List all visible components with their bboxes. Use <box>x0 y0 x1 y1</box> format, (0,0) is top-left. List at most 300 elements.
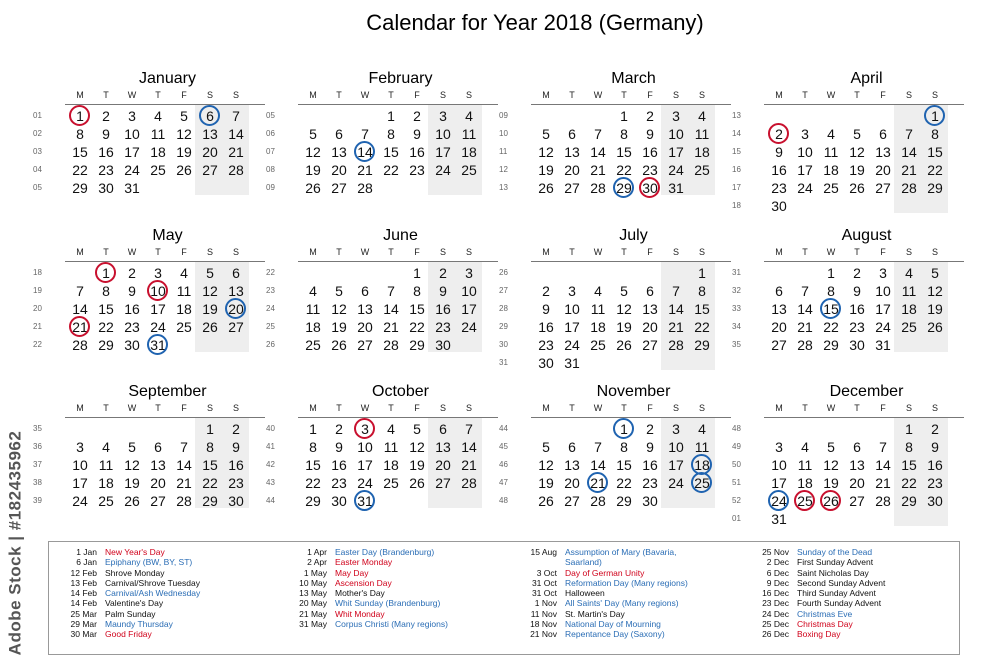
holiday-name: New Year's Day <box>105 547 165 557</box>
weekday-header <box>764 247 964 262</box>
day-cell: 25 <box>461 162 477 178</box>
day-cell: 30 <box>435 337 451 353</box>
day-cell: 20 <box>771 319 787 335</box>
day-cell: 26 <box>331 337 347 353</box>
holiday-name: Repentance Day (Saxony) <box>565 629 665 640</box>
day-cell: 10 <box>771 457 787 473</box>
day-cell: 15 <box>694 301 710 317</box>
week-number: 33 <box>732 304 741 313</box>
day-cell: 20 <box>849 475 865 491</box>
holiday-row <box>517 609 752 619</box>
week-number: 45 <box>499 442 508 451</box>
weekday-label: F <box>181 403 187 413</box>
holiday-date: 29 Mar <box>70 619 97 630</box>
holiday-row <box>287 588 522 598</box>
day-cell: 12 <box>409 439 425 455</box>
day-cell: 29 <box>202 493 218 509</box>
day-cell: 8 <box>931 126 939 142</box>
holiday-date: 2 Apr <box>307 557 327 568</box>
weekday-label: S <box>905 403 912 413</box>
day-cell: 16 <box>771 162 787 178</box>
holiday-date: 3 Oct <box>536 567 557 578</box>
day-cell: 26 <box>176 162 192 178</box>
weekday-label: F <box>181 247 187 257</box>
day-cell: 7 <box>905 126 913 142</box>
day-cell: 14 <box>72 301 88 317</box>
weekday-label: M <box>76 247 84 257</box>
day-cell: 28 <box>901 180 917 196</box>
weekday-label: T <box>103 247 109 257</box>
holiday-name: Christmas Eve <box>797 608 853 619</box>
weekday-label: F <box>880 403 886 413</box>
day-cell: 7 <box>387 283 395 299</box>
holiday-row <box>749 557 984 567</box>
holiday-date: 18 Nov <box>530 619 557 630</box>
holiday-row <box>57 629 292 639</box>
weekday-label: T <box>336 403 342 413</box>
day-cell: 8 <box>309 439 317 455</box>
day-cell: 19 <box>124 475 140 491</box>
holiday-row <box>517 629 752 639</box>
day-cell: 22 <box>616 162 632 178</box>
holiday-name: Boxing Day <box>797 629 841 640</box>
day-cell: 14 <box>668 301 684 317</box>
day-cell: 22 <box>202 475 218 491</box>
day-cell: 28 <box>383 337 399 353</box>
month-name: October <box>372 383 429 400</box>
day-cell: 16 <box>927 457 943 473</box>
day-cell: 4 <box>154 108 162 124</box>
day-cell: 23 <box>771 180 787 196</box>
week-number: 25 <box>266 322 275 331</box>
day-cell: 23 <box>228 475 244 491</box>
weekday-label: F <box>647 247 653 257</box>
day-cell: 24 <box>564 337 580 353</box>
day-cell: 22 <box>305 475 321 491</box>
holiday-date: 1 Nov <box>534 598 557 609</box>
day-cell: 8 <box>413 283 421 299</box>
month-september <box>33 383 265 533</box>
day-cell: 1 <box>620 108 628 124</box>
day-cell: 4 <box>465 108 473 124</box>
day-cell: 24 <box>150 319 166 335</box>
holiday-row <box>57 568 292 578</box>
day-cell: 24 <box>357 475 373 491</box>
day-cell: 26 <box>305 180 321 196</box>
day-cell: 24 <box>797 180 813 196</box>
holiday-row <box>287 557 522 567</box>
day-cell: 23 <box>849 319 865 335</box>
day-cell: 29 <box>611 179 637 197</box>
day-cell: 26 <box>818 492 844 510</box>
day-cell: 14 <box>590 144 606 160</box>
day-cell: 14 <box>228 126 244 142</box>
day-cell: 30 <box>771 198 787 214</box>
weekday-label: M <box>76 90 84 100</box>
day-cell: 14 <box>901 144 917 160</box>
weekday-header <box>764 403 964 418</box>
day-cell: 7 <box>361 126 369 142</box>
day-cell: 5 <box>128 439 136 455</box>
weekday-label: S <box>465 247 472 257</box>
holiday-row <box>517 619 752 629</box>
day-cell: 7 <box>879 439 887 455</box>
day-cell: 22 <box>98 319 114 335</box>
holiday-row <box>517 547 752 557</box>
day-cell: 17 <box>461 301 477 317</box>
day-cell: 4 <box>102 439 110 455</box>
weekday-label: T <box>569 90 575 100</box>
weekday-label: W <box>593 403 603 413</box>
weekday-label: F <box>647 403 653 413</box>
day-cell: 4 <box>180 265 188 281</box>
day-cell: 21 <box>228 144 244 160</box>
holiday-date: 21 Nov <box>530 629 557 640</box>
day-cell: 9 <box>128 283 136 299</box>
day-cell: 28 <box>590 493 606 509</box>
holiday-name: Saarland) <box>565 557 602 568</box>
day-cell: 31 <box>771 511 787 527</box>
day-cell: 16 <box>331 457 347 473</box>
day-cell: 5 <box>827 439 835 455</box>
weekday-label: M <box>775 90 783 100</box>
day-cell: 10 <box>357 439 373 455</box>
holiday-row <box>287 598 522 608</box>
day-cell: 18 <box>305 319 321 335</box>
month-name: December <box>829 383 904 400</box>
weekday-label: T <box>388 90 394 100</box>
holiday-name: St. Martin's Day <box>565 608 625 619</box>
day-cell: 27 <box>435 475 451 491</box>
day-cell: 25 <box>901 319 917 335</box>
holiday-row <box>517 598 752 608</box>
day-cell: 17 <box>797 162 813 178</box>
day-cell: 10 <box>668 126 684 142</box>
week-number: 51 <box>732 478 741 487</box>
holiday-date: 9 Dec <box>766 577 789 588</box>
day-cell: 13 <box>564 144 580 160</box>
week-number: 13 <box>732 111 741 120</box>
weekday-label: T <box>569 247 575 257</box>
day-cell: 27 <box>228 319 244 335</box>
holiday-row <box>749 588 984 598</box>
week-number: 42 <box>266 460 275 469</box>
day-cell: 18 <box>797 475 813 491</box>
week-number: 01 <box>33 111 42 120</box>
day-cell: 21 <box>461 457 477 473</box>
weekday-label: S <box>698 403 705 413</box>
holiday-name: All Saints' Day (Many regions) <box>565 598 679 609</box>
holiday-name: Assumption of Mary (Bavaria, <box>565 547 677 557</box>
day-cell: 22 <box>823 319 839 335</box>
day-cell: 11 <box>823 144 839 160</box>
day-cell: 11 <box>150 126 166 142</box>
day-cell: 8 <box>76 126 84 142</box>
weekday-label: T <box>103 403 109 413</box>
day-cell: 9 <box>646 439 654 455</box>
week-number: 04 <box>33 165 42 174</box>
day-cell: 4 <box>698 108 706 124</box>
day-cell: 1 <box>413 265 421 281</box>
day-cell: 6 <box>154 439 162 455</box>
day-cell: 20 <box>564 162 580 178</box>
weekday-label: W <box>127 90 137 100</box>
holiday-row <box>749 629 984 639</box>
holiday-name: Ascension Day <box>335 577 392 588</box>
holiday-date: 31 Oct <box>531 588 557 599</box>
week-number: 26 <box>266 340 275 349</box>
holiday-row <box>517 578 752 588</box>
day-cell: 2 <box>335 421 343 437</box>
day-cell: 4 <box>698 421 706 437</box>
weekday-label: T <box>854 403 860 413</box>
day-cell: 27 <box>875 180 891 196</box>
holiday-name: Shrove Monday <box>105 567 165 578</box>
week-number: 21 <box>33 322 42 331</box>
day-cell: 17 <box>668 457 684 473</box>
day-cell: 31 <box>352 492 378 510</box>
week-number: 31 <box>499 358 508 367</box>
weekday-label: S <box>698 90 705 100</box>
holiday-name: Whit Sunday (Brandenburg) <box>335 598 441 609</box>
day-cell: 25 <box>590 337 606 353</box>
day-cell: 8 <box>620 439 628 455</box>
holiday-date: 13 May <box>299 588 327 599</box>
weekday-label: F <box>414 403 420 413</box>
weekday-label: S <box>232 90 239 100</box>
holiday-name: Christmas Day <box>797 619 853 630</box>
day-cell: 1 <box>611 420 637 438</box>
day-cell: 28 <box>357 180 373 196</box>
day-cell: 12 <box>538 144 554 160</box>
day-cell: 9 <box>232 439 240 455</box>
weekday-label: S <box>439 247 446 257</box>
day-cell: 18 <box>98 475 114 491</box>
day-cell: 24 <box>124 162 140 178</box>
holiday-row <box>287 609 522 619</box>
day-cell: 17 <box>875 301 891 317</box>
day-cell: 27 <box>564 493 580 509</box>
day-cell: 11 <box>797 457 813 473</box>
holiday-name: Valentine's Day <box>105 598 164 609</box>
day-cell: 19 <box>823 475 839 491</box>
month-april <box>732 70 964 220</box>
day-cell: 17 <box>150 301 166 317</box>
day-cell: 13 <box>331 144 347 160</box>
day-cell: 12 <box>538 457 554 473</box>
day-cell: 1 <box>922 107 948 125</box>
day-cell: 20 <box>642 319 658 335</box>
day-cell: 13 <box>642 301 658 317</box>
day-cell: 30 <box>849 337 865 353</box>
weekday-label: T <box>802 247 808 257</box>
weekday-label: F <box>181 90 187 100</box>
week-number: 48 <box>499 496 508 505</box>
week-number: 08 <box>266 165 275 174</box>
day-cell: 18 <box>590 319 606 335</box>
weekday-label: T <box>621 403 627 413</box>
day-cell: 28 <box>875 493 891 509</box>
day-cell: 2 <box>646 108 654 124</box>
day-cell: 22 <box>616 475 632 491</box>
week-number: 50 <box>732 460 741 469</box>
holiday-row <box>287 547 522 557</box>
day-cell: 26 <box>538 493 554 509</box>
month-october <box>266 383 498 533</box>
day-cell: 24 <box>668 475 684 491</box>
weekday-label: W <box>826 90 836 100</box>
weekday-label: M <box>542 403 550 413</box>
weekday-label: S <box>206 403 213 413</box>
day-cell: 18 <box>383 457 399 473</box>
holiday-date: 1 May <box>303 567 327 578</box>
holiday-name: Maundy Thursday <box>105 619 173 630</box>
week-number: 30 <box>499 340 508 349</box>
day-cell: 20 <box>875 162 891 178</box>
day-cell: 22 <box>409 319 425 335</box>
holiday-row <box>749 619 984 629</box>
day-cell: 21 <box>875 475 891 491</box>
day-cell: 9 <box>439 283 447 299</box>
holiday-date: 24 Dec <box>762 608 789 619</box>
holiday-row <box>749 609 984 619</box>
day-cell: 6 <box>775 283 783 299</box>
weekday-label: S <box>439 90 446 100</box>
day-cell: 29 <box>927 180 943 196</box>
day-cell: 25 <box>792 492 818 510</box>
day-cell: 7 <box>465 421 473 437</box>
day-cell: 15 <box>409 301 425 317</box>
day-cell: 3 <box>879 265 887 281</box>
day-cell: 7 <box>594 439 602 455</box>
day-cell: 3 <box>775 439 783 455</box>
holiday-date: 16 Dec <box>762 588 789 599</box>
day-cell: 30 <box>124 337 140 353</box>
day-cell: 17 <box>668 144 684 160</box>
week-number: 47 <box>499 478 508 487</box>
holiday-date: 13 Feb <box>70 577 97 588</box>
day-cell: 23 <box>124 319 140 335</box>
day-cell: 27 <box>642 337 658 353</box>
day-cell: 15 <box>72 144 88 160</box>
holiday-date: 6 Dec <box>766 567 789 578</box>
weekday-label: S <box>465 403 472 413</box>
weekday-label: M <box>775 403 783 413</box>
day-cell: 17 <box>564 319 580 335</box>
holiday-row <box>749 568 984 578</box>
day-cell: 18 <box>689 456 715 474</box>
weekday-header <box>65 403 265 418</box>
day-cell: 12 <box>331 301 347 317</box>
month-name: January <box>139 70 196 87</box>
day-cell: 14 <box>461 439 477 455</box>
weekday-label: F <box>647 90 653 100</box>
weekday-label: S <box>672 247 679 257</box>
holiday-row <box>517 557 752 567</box>
day-cell: 31 <box>124 180 140 196</box>
weekday-label: T <box>854 247 860 257</box>
weekday-label: W <box>360 403 370 413</box>
day-cell: 24 <box>461 319 477 335</box>
day-cell: 31 <box>145 336 171 354</box>
day-cell: 6 <box>197 107 223 125</box>
holiday-row <box>57 619 292 629</box>
weekday-header <box>531 403 731 418</box>
day-cell: 5 <box>413 421 421 437</box>
day-cell: 21 <box>383 319 399 335</box>
day-cell: 11 <box>694 439 710 455</box>
holiday-date: 15 Aug <box>530 547 557 557</box>
day-cell: 29 <box>823 337 839 353</box>
day-cell: 9 <box>931 439 939 455</box>
day-cell: 12 <box>823 457 839 473</box>
day-cell: 22 <box>901 475 917 491</box>
day-cell: 16 <box>435 301 451 317</box>
day-cell: 2 <box>766 125 792 143</box>
day-cell: 21 <box>901 162 917 178</box>
day-cell: 21 <box>797 319 813 335</box>
day-cell: 6 <box>568 439 576 455</box>
month-august <box>732 227 964 377</box>
day-cell: 17 <box>124 144 140 160</box>
weekday-label: T <box>621 247 627 257</box>
day-cell: 11 <box>461 126 477 142</box>
holiday-name: Palm Sunday <box>105 608 156 619</box>
holiday-name: Corpus Christi (Many regions) <box>335 619 448 630</box>
week-number: 10 <box>499 129 508 138</box>
day-cell: 21 <box>590 162 606 178</box>
day-cell: 12 <box>616 301 632 317</box>
day-cell: 25 <box>823 180 839 196</box>
day-cell: 13 <box>435 439 451 455</box>
day-cell: 28 <box>72 337 88 353</box>
month-january <box>33 70 265 220</box>
holiday-name: Second Sunday Advent <box>797 577 886 588</box>
day-cell: 15 <box>927 144 943 160</box>
day-cell: 30 <box>228 493 244 509</box>
day-cell: 6 <box>361 283 369 299</box>
day-cell: 20 <box>223 300 249 318</box>
day-cell: 19 <box>538 475 554 491</box>
day-cell: 4 <box>827 126 835 142</box>
holiday-date: 6 Jan <box>76 557 97 568</box>
day-cell: 7 <box>672 283 680 299</box>
month-february <box>266 70 498 220</box>
week-number: 35 <box>732 340 741 349</box>
day-cell: 20 <box>435 457 451 473</box>
day-cell: 2 <box>853 265 861 281</box>
holiday-date: 30 Mar <box>70 629 97 640</box>
holiday-date: 23 Dec <box>762 598 789 609</box>
day-cell: 29 <box>409 337 425 353</box>
day-cell: 16 <box>849 301 865 317</box>
day-cell: 28 <box>176 493 192 509</box>
holiday-name: Carnival/Shrove Tuesday <box>105 577 200 588</box>
day-cell: 10 <box>124 126 140 142</box>
day-cell: 14 <box>875 457 891 473</box>
holiday-date: 26 Dec <box>762 629 789 640</box>
month-july <box>499 227 731 377</box>
holiday-date: 25 Dec <box>762 619 789 630</box>
day-cell: 8 <box>827 283 835 299</box>
day-cell: 2 <box>232 421 240 437</box>
day-cell: 13 <box>357 301 373 317</box>
day-cell: 24 <box>72 493 88 509</box>
weekday-label: S <box>232 247 239 257</box>
day-cell: 4 <box>905 265 913 281</box>
day-cell: 10 <box>435 126 451 142</box>
day-cell: 30 <box>642 493 658 509</box>
